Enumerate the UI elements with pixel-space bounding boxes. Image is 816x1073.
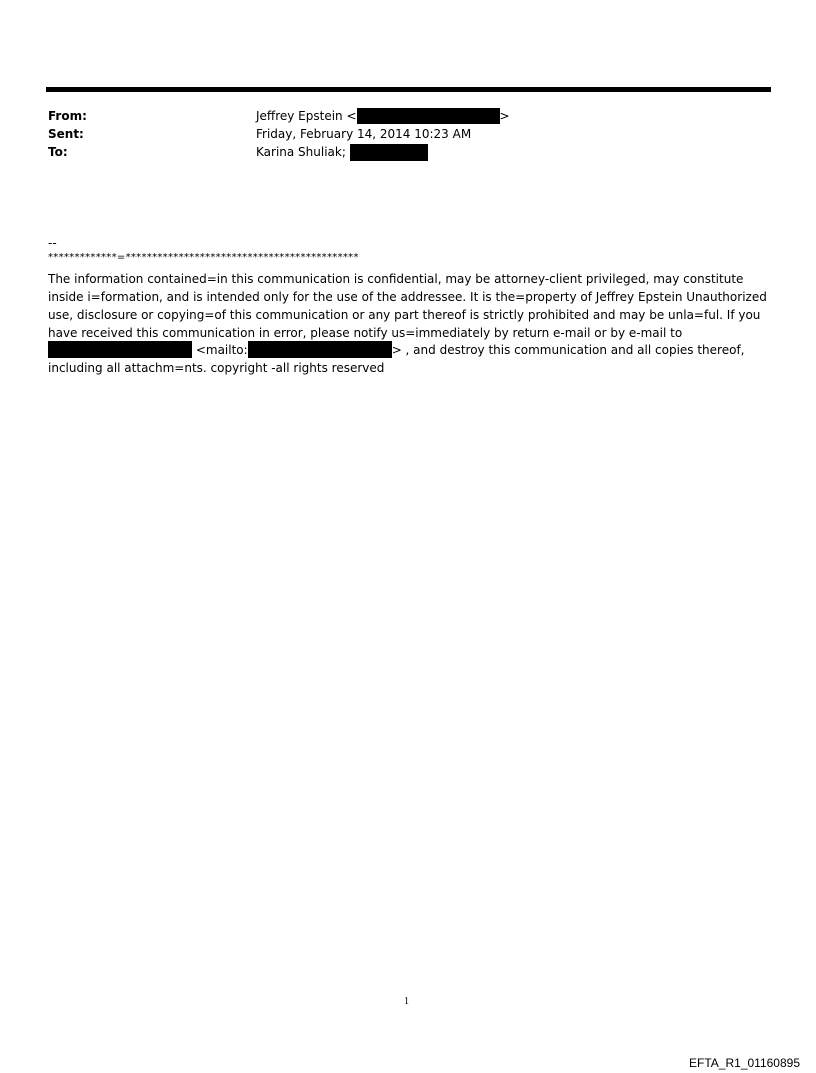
disclaimer-tail: > , and destroy this communication and all copies thereof, bbox=[391, 343, 745, 357]
sent-value: Friday, February 14, 2014 10:23 AM bbox=[256, 127, 472, 141]
from-value bbox=[256, 108, 510, 124]
redaction-block bbox=[350, 144, 428, 161]
disclaimer-line: have received this communication in error, please notify us=immediately by return e-mail or by e-mail to bbox=[48, 326, 683, 340]
redaction-block bbox=[48, 341, 192, 358]
disclaimer-line: use, disclosure or copying=of this communication or any part thereof is strictly prohibited and may be unla=ful. If you bbox=[48, 308, 761, 322]
to-value bbox=[256, 144, 428, 161]
asterisk-divider: *************=******************************************** bbox=[48, 252, 359, 263]
sent-label: Sent: bbox=[48, 127, 84, 141]
page-number: 1 bbox=[404, 996, 409, 1007]
disclaimer-line: The information contained=in this communication is confidential, may be attorney-client privileged, may constitute bbox=[48, 272, 744, 286]
header-rule bbox=[46, 87, 771, 92]
disclaimer-line: inside i=formation, and is intended only for the use of the addressee. It is the=property of Jeffrey Epstein Unauthorized bbox=[48, 290, 767, 304]
to-label: To: bbox=[48, 145, 68, 159]
bates-number: EFTA_R1_01160895 bbox=[689, 1056, 800, 1070]
redaction-block bbox=[248, 341, 392, 358]
disclaimer-line bbox=[48, 341, 744, 359]
from-close: > bbox=[499, 109, 510, 123]
disclaimer-line: including all attachm=nts. copyright -all rights reserved bbox=[48, 361, 385, 375]
to-recipient: Karina Shuliak; bbox=[256, 145, 346, 159]
mailto-text: <mailto: bbox=[195, 343, 248, 357]
from-name: Jeffrey Epstein < bbox=[256, 109, 357, 123]
from-label: From: bbox=[48, 109, 87, 123]
signature-separator: -- bbox=[48, 236, 57, 250]
redaction-block bbox=[357, 108, 500, 124]
